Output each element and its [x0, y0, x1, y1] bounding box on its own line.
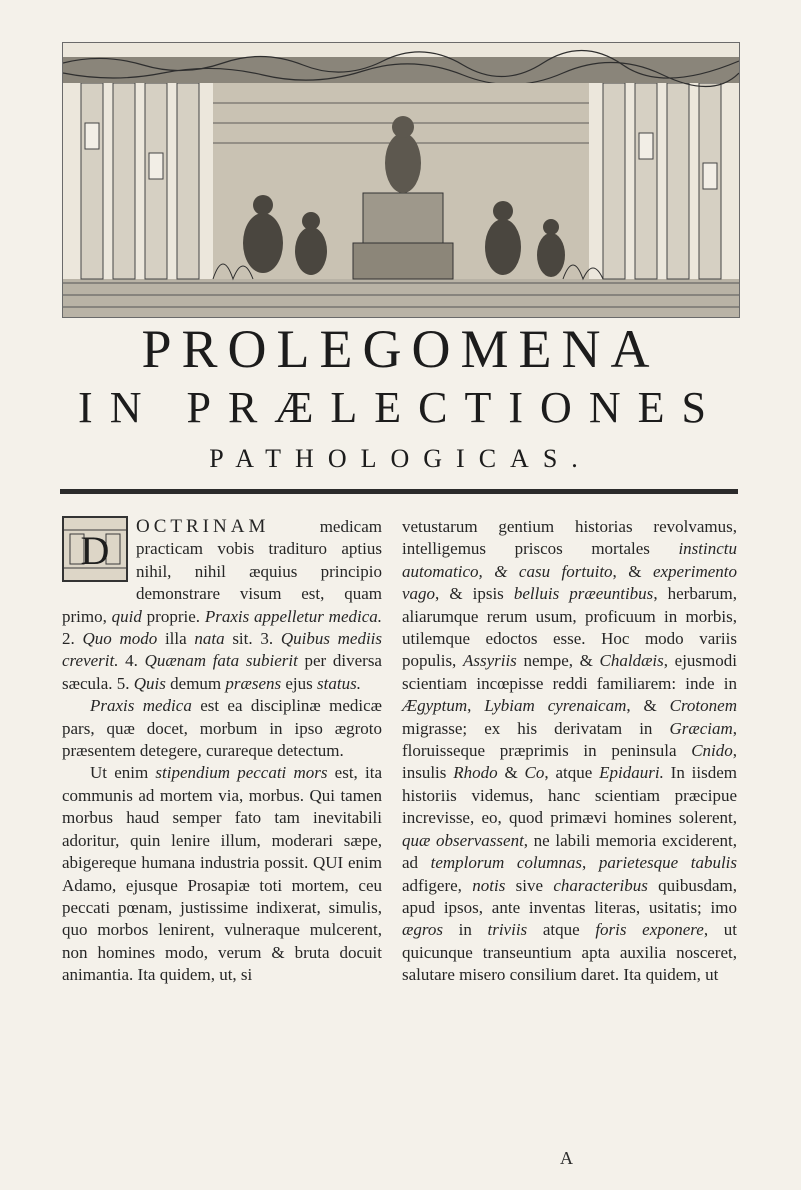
- dropcap-letter: D: [80, 528, 110, 573]
- right-column: [402, 516, 737, 987]
- paragraph-2: Praxis medica est ea disciplinæ medicæ pars, quæ docet, morbum in ipso ægroto præsentem detegere, curareque detectum.: [62, 696, 382, 761]
- ornamental-rule: [60, 489, 738, 494]
- dropcap-ornament: [62, 516, 128, 582]
- right-paragraph: vetustarum gentium historias revolvamus, intelligemus priscos mortales instinctu automatico, & casu fortuito, & experimento vago, & ipsis belluis præeuntibus, herbarum, aliarumque rerum usum, proficuum in morbis, utilemque edoctos esse. Hoc modo variis populis, Assyriis nempe, & Chaldæis, ejusmodi scientiam incœpisse reddi familiarem: inde in Ægyptum, Lybiam cyrenaicam, & Crotonem migrasse; ex his derivatam in Græciam, floruisseque præprimis in peninsula Cnido, insulis Rhodo & Co, atque Epidauri. In iisdem historiis videmus, hanc scientiam præcipue increvisse, eo, quod primævi homines solerent, quæ observassent, ne labili memoria exciderent, ad templorum columnas, parietesque tabulis adfigere, notis sive characteribus quibusdam, apud ipsos, ante inventas literas, usitatis; imo ægros in triviis atque foris exponere, ut quicunque transeuntium apta auxilia nosceret, salutare misero consilium daret. Ita quidem, ut: [402, 517, 738, 985]
- title-line-1: PROLEGOMENA: [141, 319, 660, 379]
- headpiece-engraving: [62, 42, 740, 318]
- first-word: OCTRINAM: [136, 516, 270, 537]
- paragraph-3: Ut enim stipendium peccati mors est, ita communis ad mortem via, morbus. Qui tamen morbus haud semper fato tam inevitabili adoritur, quin lenire illum, moderari sæpe, abigereque humana industria possit. QUI enim Adamo, ejusque Prosapiæ toti mortem, ceu peccati pœnam, justissime indixerat, simulis, quo morbos lenirent, vulneraque mulcerent, non homines modo, verum & bruta docuit animantia. Ita quidem, ut, si: [62, 763, 382, 985]
- left-column: D OCTRINAM medicam practicam vobis tradituro aptius nihil, nihil æquius principio demonstrare visum est, quam primo, quid proprie. Praxis appelletur medica. 2. Quo modo illa nata sit. 3. Quibus mediis creverit. 4. Quænam fata subierit per diversa sæcula. 5. Quis demum præsens ejus status. Praxis medica est ea disciplinæ medicæ pars, quæ docet, morbum in ipso ægroto præsentem detegere, curareque detectum. Ut enim stipendium peccati mors est, ita communis ad mortem via, morbus. Qui tamen morbus haud semper fato tam inevitabili adoritur, quin lenire illum, moderari sæpe, abigereque humana industria possit. QUI enim Adamo, ejusque Prosapiæ toti mortem, ceu peccati pœnam, justissime indixerat, simulis, quo morbos lenirent, vulneraque mulcerent, non homines modo, verum & bruta docuit animantia. Ita quidem, ut, si: [62, 516, 382, 987]
- title-line-3: PATHOLOGICAS.: [209, 444, 592, 473]
- signature-mark: A: [560, 1148, 573, 1168]
- title-line-2: IN PRÆLECTIONES: [78, 383, 723, 432]
